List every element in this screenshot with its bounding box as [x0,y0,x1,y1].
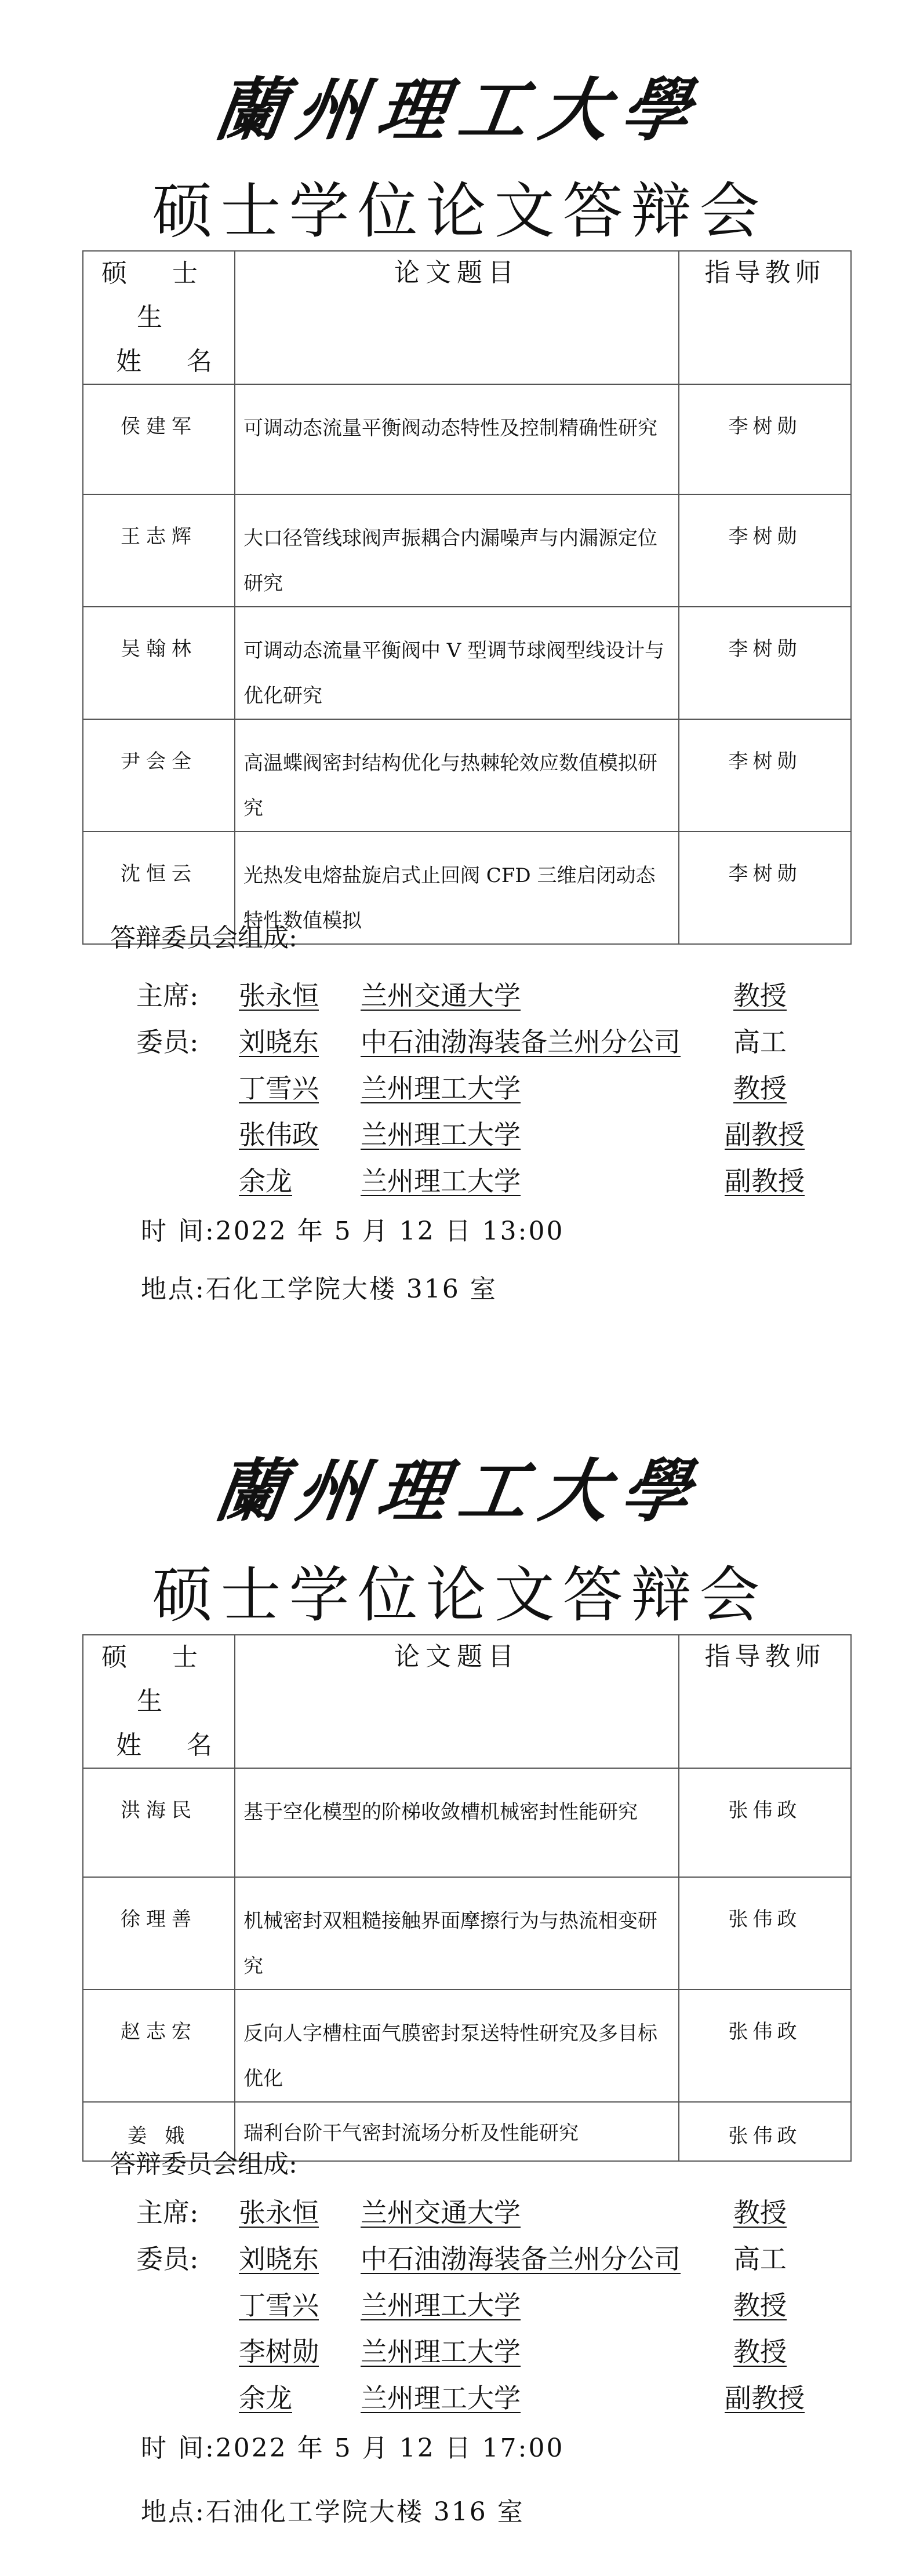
committee-member-org: 兰州交通大学 [361,980,521,1011]
committee-member-org: 兰州理工大学 [361,1119,521,1150]
committee-member-rank: 教授 [733,980,787,1011]
committee-member-name: 刘晓东 [239,1026,319,1058]
committee-member-name: 张永恒 [239,980,319,1011]
committee-row [0,1021,920,1062]
committee-member-org: 兰州理工大学 [361,1073,521,1104]
advisor-name: 张伟政 [679,2102,851,2161]
committee-row [0,1114,920,1154]
defense-place: 地点:石化工学院大楼 316 室 [141,1274,497,1304]
thesis-topic: 反向人字槽柱面气膜密封泵送特性研究及多目标优化 [235,1990,679,2102]
header-student [83,251,235,384]
advisor-name: 张伟政 [679,1877,851,1990]
student-name: 沈恒云 [83,832,235,944]
committee-row [0,2331,920,2371]
thesis-topic: 大口径管线球阀声振耦合内漏噪声与内漏源定位研究 [235,494,679,607]
table-row [83,384,851,494]
thesis-topic: 高温蝶阀密封结构优化与热棘轮效应数值模拟研究 [235,719,679,832]
table-row [83,1768,851,1877]
table-row [83,1990,851,2102]
committee-row [0,975,920,1015]
defense-table [82,250,852,945]
header-student-line2: 姓 名 [116,347,231,376]
thesis-topic: 基于空化模型的阶梯收敛槽机械密封性能研究 [235,1768,679,1877]
committee-member-rank: 高工 [733,2243,787,2275]
page-title: 硕士学位论文答辩会 [152,1560,768,1630]
committee-member-name: 张伟政 [239,1119,319,1150]
table-row [83,494,851,607]
committee-role: 主席: [136,980,199,1011]
defense-place: 地点:石油化工学院大楼 316 室 [141,2497,525,2527]
committee-member-rank: 副教授 [725,1119,805,1150]
student-name: 姜 娥 [83,2102,235,2161]
thesis-topic: 光热发电熔盐旋启式止回阀 CFD 三维启闭动态特性数值模拟 [235,832,679,944]
thesis-topic: 瑞利台阶干气密封流场分析及性能研究 [235,2102,679,2161]
table-row [83,1877,851,1990]
student-name: 洪海民 [83,1768,235,1877]
table-row [83,719,851,832]
advisor-name: 张伟政 [679,1768,851,1877]
page-title: 硕士学位论文答辩会 [152,176,768,246]
committee-heading: 答辩委员会组成: [110,923,297,953]
table-row [83,607,851,719]
header-topic: 论文题目 [235,1635,679,1768]
committee-member-rank: 教授 [733,1073,787,1104]
student-name: 尹会全 [83,719,235,832]
committee-member-name: 李树勋 [239,2336,319,2367]
committee-role: 主席: [136,2197,199,2228]
header-topic: 论文题目 [235,251,679,384]
committee-member-org: 兰州理工大学 [361,2336,521,2367]
student-name: 王志辉 [83,494,235,607]
advisor-name: 李树勋 [679,832,851,944]
university-logo: 蘭州理工大學 [210,1451,708,1531]
advisor-name: 李树勋 [679,719,851,832]
committee-member-name: 丁雪兴 [239,2290,319,2321]
committee-member-name: 余龙 [239,2382,292,2414]
thesis-topic: 可调动态流量平衡阀中 V 型调节球阀型线设计与优化研究 [235,607,679,719]
committee-member-org: 兰州交通大学 [361,2197,521,2228]
committee-row [0,2284,920,2325]
thesis-topic: 可调动态流量平衡阀动态特性及控制精确性研究 [235,384,679,494]
committee-member-org: 兰州理工大学 [361,2290,521,2321]
committee-member-org: 中石油渤海装备兰州分公司 [361,2243,681,2275]
table-header-row [83,251,851,384]
student-name: 吴翰林 [83,607,235,719]
student-name: 侯建军 [83,384,235,494]
committee-member-name: 张永恒 [239,2197,319,2228]
advisor-name: 李树勋 [679,607,851,719]
committee-member-name: 刘晓东 [239,2243,319,2275]
student-name: 赵志宏 [83,1990,235,2102]
committee-role: 委员: [136,2243,199,2275]
student-name: 徐理善 [83,1877,235,1990]
committee-member-org: 中石油渤海装备兰州分公司 [361,1026,681,1058]
table-header-row [83,1635,851,1768]
header-student-line1: 硕 士 生 [101,258,216,332]
header-advisor: 指导教师 [679,1635,851,1768]
header-advisor: 指导教师 [679,251,851,384]
university-logo: 蘭州理工大學 [210,70,708,150]
committee-member-rank: 教授 [733,2336,787,2367]
committee-row [0,1067,920,1108]
committee-member-rank: 副教授 [725,1165,805,1197]
header-student [83,1635,235,1768]
committee-heading: 答辩委员会组成: [110,2149,297,2179]
committee-member-org: 兰州理工大学 [361,2382,521,2414]
committee-member-rank: 教授 [733,2197,787,2228]
committee-member-rank: 教授 [733,2290,787,2321]
committee-member-org: 兰州理工大学 [361,1165,521,1197]
defense-time: 时 间:2022 年 5 月 12 日 13:00 [141,1216,565,1246]
defense-table [82,1634,852,2162]
committee-role: 委员: [136,1026,199,1058]
committee-row [0,1160,920,1201]
committee-member-name: 丁雪兴 [239,1073,319,1104]
committee-row [0,2192,920,2232]
committee-member-rank: 高工 [733,1026,787,1058]
header-student-line2: 姓 名 [116,1730,231,1760]
defense-time: 时 间:2022 年 5 月 12 日 17:00 [141,2433,565,2463]
committee-member-name: 余龙 [239,1165,292,1197]
thesis-topic: 机械密封双粗糙接触界面摩擦行为与热流相变研究 [235,1877,679,1990]
committee-member-rank: 副教授 [725,2382,805,2414]
advisor-name: 李树勋 [679,384,851,494]
advisor-name: 李树勋 [679,494,851,607]
committee-row [0,2238,920,2279]
header-student-line1: 硕 士 生 [101,1642,216,1716]
advisor-name: 张伟政 [679,1990,851,2102]
committee-row [0,2377,920,2418]
